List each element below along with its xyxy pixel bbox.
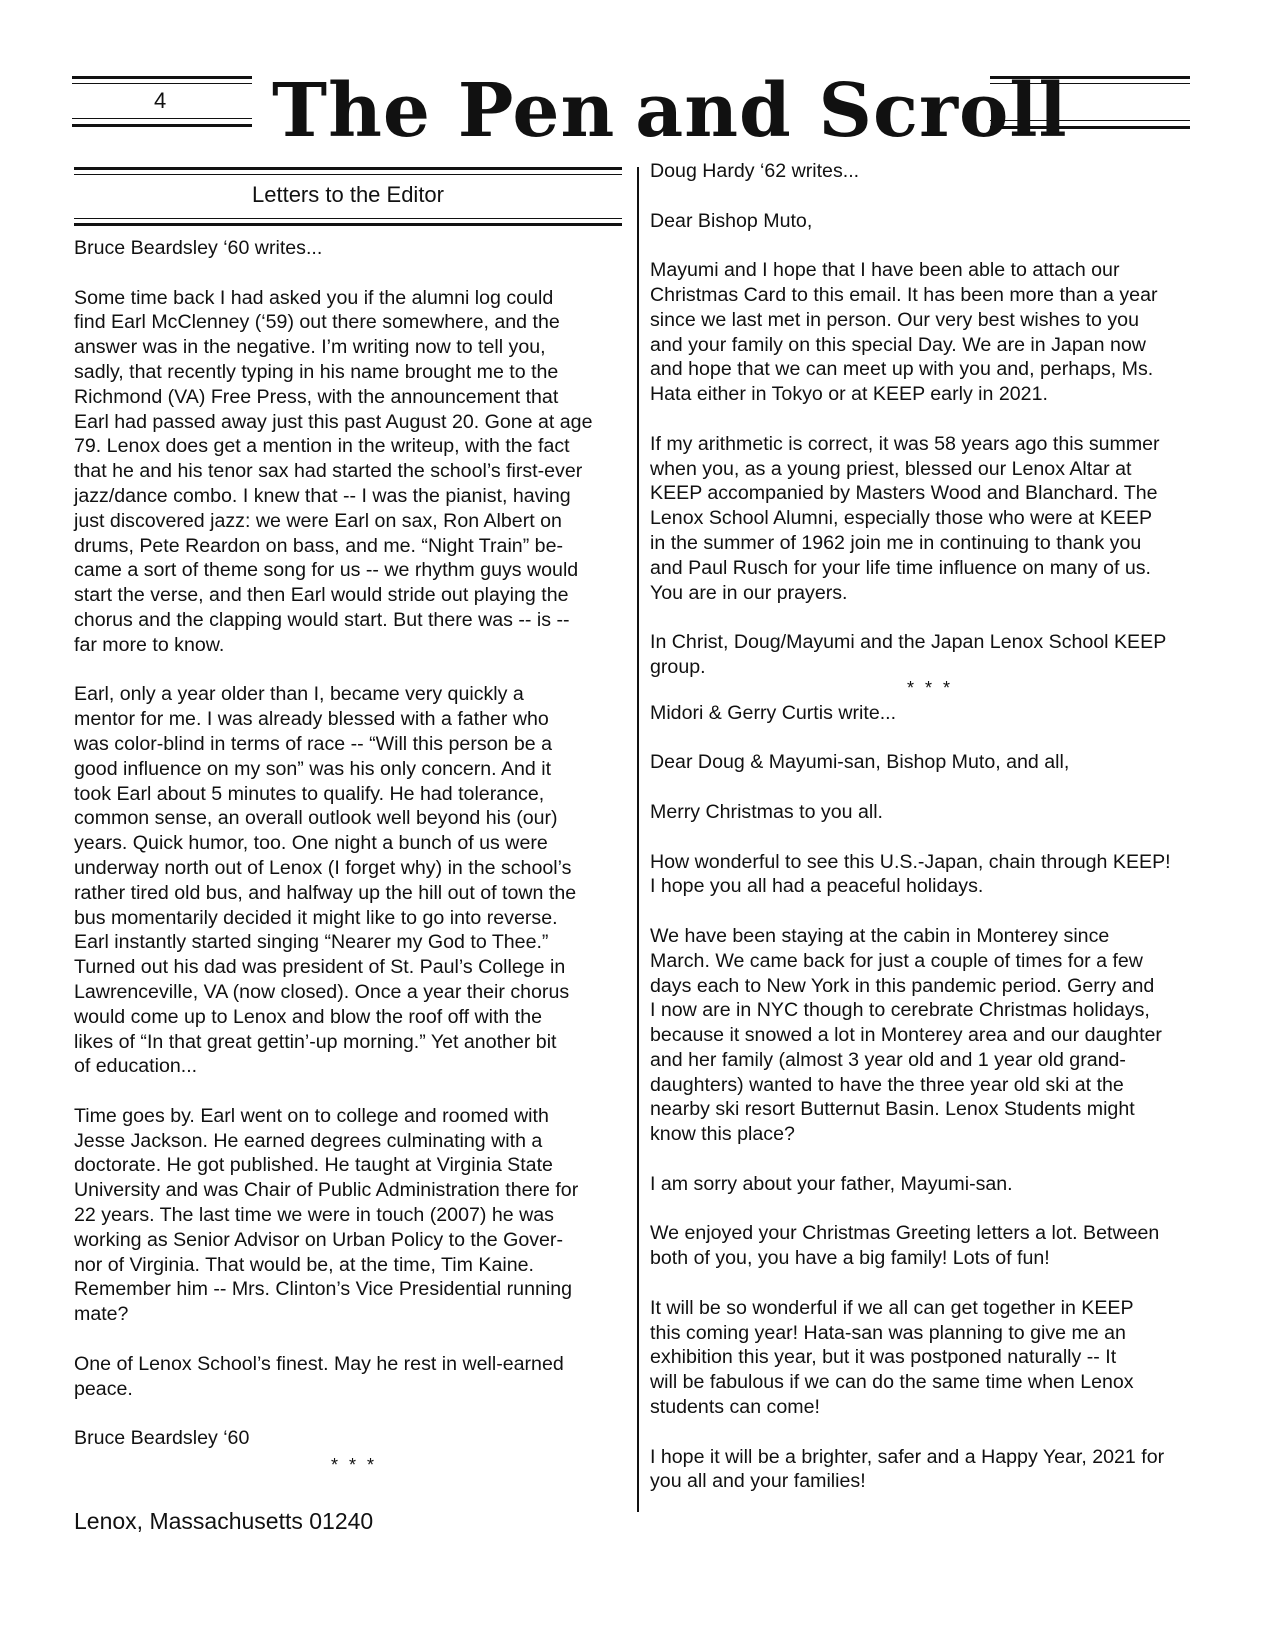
letter-intro: Doug Hardy ‘62 writes... xyxy=(650,160,860,182)
text-line: years. Quick humor, too. One night a bunch of us were xyxy=(74,832,548,855)
salutation: Dear Bishop Muto, xyxy=(650,209,813,232)
paragraph xyxy=(74,682,634,1079)
text-line: was color-blind in terms of race -- “Will this person be a xyxy=(74,732,553,755)
paragraph xyxy=(74,286,634,658)
text-line: bus momentarily decided it might like to go into reverse. xyxy=(74,906,558,929)
text-line: Turned out his dad was president of St. Paul’s College in xyxy=(74,956,566,979)
text-line: Time goes by. Earl went on to college and roomed with xyxy=(74,1104,549,1127)
text-line: If my arithmetic is correct, it was 58 years ago this summer xyxy=(650,432,1160,455)
text-line: Christmas Card to this email. It has been more than a year xyxy=(650,283,1158,306)
text-line: doctorate. He got published. He taught at Virginia State xyxy=(74,1154,553,1177)
masthead-rule xyxy=(72,76,252,79)
signature: Bruce Beardsley ‘60 xyxy=(74,1427,250,1450)
text-line: good influence on my son” was his only concern. And it xyxy=(74,757,552,780)
paragraph xyxy=(650,924,1210,1147)
text-line: would come up to Lenox and blow the roof off with the xyxy=(74,1005,543,1028)
text-line: both of you, you have a big family! Lots of fun! xyxy=(650,1247,1050,1270)
text-line: We have been staying at the cabin in Monterey since xyxy=(650,924,1110,947)
text-line: group. xyxy=(650,655,706,678)
text-line: you all and your families! xyxy=(650,1470,866,1493)
text-line: It will be so wonderful if we all can get together in KEEP xyxy=(650,1296,1134,1319)
letter-intro: Bruce Beardsley ‘60 writes... xyxy=(74,237,323,259)
text-line: Some time back I had asked you if the alumni log could xyxy=(74,286,554,309)
text-line: Hata either in Tokyo or at KEEP early in 2021. xyxy=(650,383,1048,406)
masthead-rule xyxy=(990,76,1190,79)
closing xyxy=(650,630,1210,680)
paragraph xyxy=(650,258,1210,407)
text-line: of education... xyxy=(74,1055,198,1078)
text-line: underway north out of Lenox (I forget why) in the school’s xyxy=(74,856,572,879)
section-rule xyxy=(74,223,622,226)
text-line: Lenox School Alumni, especially those who were at KEEP xyxy=(650,507,1153,530)
paragraph xyxy=(650,1221,1210,1271)
text-line: and her family (almost 3 year old and 1 year old grand- xyxy=(650,1048,1126,1071)
paragraph: I am sorry about your father, Mayumi-san. xyxy=(650,1172,1013,1195)
text-line: start the verse, and then Earl would stride out playing the xyxy=(74,584,569,607)
text-line: Earl, only a year older than I, became very quickly a xyxy=(74,683,524,706)
text-line: daughters) wanted to have the three year old ski at the xyxy=(650,1073,1124,1096)
text-line: answer was in the negative. I’m writing now to tell you, xyxy=(74,336,546,359)
text-line: when you, as a young priest, blessed our Lenox Altar at xyxy=(650,457,1132,480)
page-number: 4 xyxy=(154,88,167,113)
masthead-title xyxy=(272,66,1068,156)
text-line: Lawrenceville, VA (now closed). Once a year their chorus xyxy=(74,980,570,1003)
text-line: nearby ski resort Butternut Basin. Lenox Students might xyxy=(650,1098,1135,1121)
text-line: exhibition this year, but it was postponed naturally -- It xyxy=(650,1346,1117,1369)
text-line: peace. xyxy=(74,1377,133,1400)
paragraph xyxy=(74,1104,634,1327)
section-separator: * * * xyxy=(330,1455,378,1476)
masthead xyxy=(0,0,1275,160)
masthead-rule xyxy=(72,83,252,84)
text-line: far more to know. xyxy=(74,633,225,656)
text-line: Mayumi and I hope that I have been able to attach our xyxy=(650,259,1120,282)
text-line: I hope you all had a peaceful holidays. xyxy=(650,875,984,898)
text-line: will be fabulous if we can do the same time when Lenox xyxy=(650,1371,1134,1394)
paragraph xyxy=(650,850,1210,900)
text-line: took Earl about 5 minutes to qualify. He had tolerance, xyxy=(74,782,545,805)
text-line: Earl instantly started singing “Nearer my God to Thee.” xyxy=(74,931,549,954)
section-separator: * * * xyxy=(906,677,954,698)
text-line: We enjoyed your Christmas Greeting letters a lot. Between xyxy=(650,1222,1160,1245)
title-right: and Scroll xyxy=(635,68,1068,154)
text-line: that he and his tenor sax had started the school’s first-ever xyxy=(74,460,583,483)
text-line: March. We came back for just a couple of times for a few xyxy=(650,949,1143,972)
text-line: University and was Chair of Public Administration there for xyxy=(74,1179,579,1202)
text-line: know this place? xyxy=(650,1123,795,1146)
letter-intro: Midori & Gerry Curtis write... xyxy=(650,701,897,724)
paragraph xyxy=(650,1445,1210,1495)
text-line: Earl had passed away just this past August 20. Gone at age xyxy=(74,410,593,433)
text-line: 22 years. The last time we were in touch (2007) he was xyxy=(74,1204,554,1227)
text-line: You are in our prayers. xyxy=(650,581,848,604)
left-column xyxy=(74,236,634,1476)
text-line: and hope that we can meet up with you and, perhaps, Ms. xyxy=(650,358,1154,381)
section-rule xyxy=(74,174,622,175)
text-line: sadly, that recently typing in his name brought me to the xyxy=(74,360,559,383)
footer-address: Lenox, Massachusetts 01240 xyxy=(74,1508,374,1534)
title-left: The Pen xyxy=(272,68,616,154)
text-line: One of Lenox School’s finest. May he rest in well-earned xyxy=(74,1352,564,1375)
text-line: Richmond (VA) Free Press, with the announcement that xyxy=(74,385,559,408)
text-line: rather tired old bus, and halfway up the hill out of town the xyxy=(74,881,577,904)
text-line: Remember him -- Mrs. Clinton’s Vice Presidential running xyxy=(74,1278,573,1301)
text-line: mentor for me. I was already blessed with a father who xyxy=(74,708,549,731)
column-divider xyxy=(637,167,639,1512)
text-line: jazz/dance combo. I knew that -- I was the pianist, having xyxy=(74,484,571,507)
masthead-rule xyxy=(72,124,252,127)
text-line: I hope it will be a brighter, safer and a Happy Year, 2021 for xyxy=(650,1445,1165,1468)
text-line: KEEP accompanied by Masters Wood and Blanchard. The xyxy=(650,482,1158,505)
text-line: working as Senior Advisor on Urban Policy to the Gover- xyxy=(74,1228,563,1251)
text-line: chorus and the clapping would start. But there was -- is -- xyxy=(74,608,570,631)
text-line: and Paul Rusch for your life time influence on many of us. xyxy=(650,556,1151,579)
right-column xyxy=(650,159,1210,1494)
masthead-rule xyxy=(72,118,252,119)
masthead-rule xyxy=(990,126,1190,129)
text-line: common sense, an overall outlook well beyond his (our) xyxy=(74,807,558,830)
paragraph xyxy=(650,1296,1210,1420)
text-line: Jesse Jackson. He earned degrees culminating with a xyxy=(74,1129,543,1152)
text-line: likes of “In that great gettin’-up morning.” Yet another bit xyxy=(74,1030,557,1053)
text-line: since we last met in person. Our very best wishes to you xyxy=(650,308,1139,331)
text-line: How wonderful to see this U.S.-Japan, chain through KEEP! xyxy=(650,850,1171,873)
masthead-rule xyxy=(990,120,1190,121)
text-line: I now are in NYC though to cerebrate Christmas holidays, xyxy=(650,999,1150,1022)
masthead-rule xyxy=(990,83,1190,84)
salutation: Dear Doug & Mayumi-san, Bishop Muto, and all, xyxy=(650,751,1070,774)
text-line: came a sort of theme song for us -- we rhythm guys would xyxy=(74,559,579,582)
text-line: 79. Lenox does get a mention in the writeup, with the fact xyxy=(74,435,570,458)
text-line: just discovered jazz: we were Earl on sax, Ron Albert on xyxy=(74,509,562,532)
text-line: in the summer of 1962 join me in continuing to thank you xyxy=(650,531,1142,554)
paragraph xyxy=(650,432,1210,606)
paragraph: Merry Christmas to you all. xyxy=(650,800,884,823)
text-line: students can come! xyxy=(650,1396,820,1419)
paragraph xyxy=(74,1352,634,1402)
text-line: drums, Pete Reardon on bass, and me. “Night Train” be- xyxy=(74,534,563,557)
text-line: mate? xyxy=(74,1303,129,1326)
text-line: because it snowed a lot in Monterey area and our daughter xyxy=(650,1024,1162,1047)
text-line: find Earl McClenney (‘59) out there somewhere, and the xyxy=(74,311,560,334)
text-line: nor of Virginia. That would be, at the time, Tim Kaine. xyxy=(74,1253,534,1276)
text-line: In Christ, Doug/Mayumi and the Japan Lenox School KEEP xyxy=(650,631,1167,654)
section-rule xyxy=(74,167,622,170)
section-title: Letters to the Editor xyxy=(252,182,444,207)
section-rule xyxy=(74,218,622,219)
text-line: this coming year! Hata-san was planning to give me an xyxy=(650,1321,1126,1344)
text-line: and your family on this special Day. We are in Japan now xyxy=(650,333,1146,356)
text-line: days each to New York in this pandemic period. Gerry and xyxy=(650,974,1155,997)
